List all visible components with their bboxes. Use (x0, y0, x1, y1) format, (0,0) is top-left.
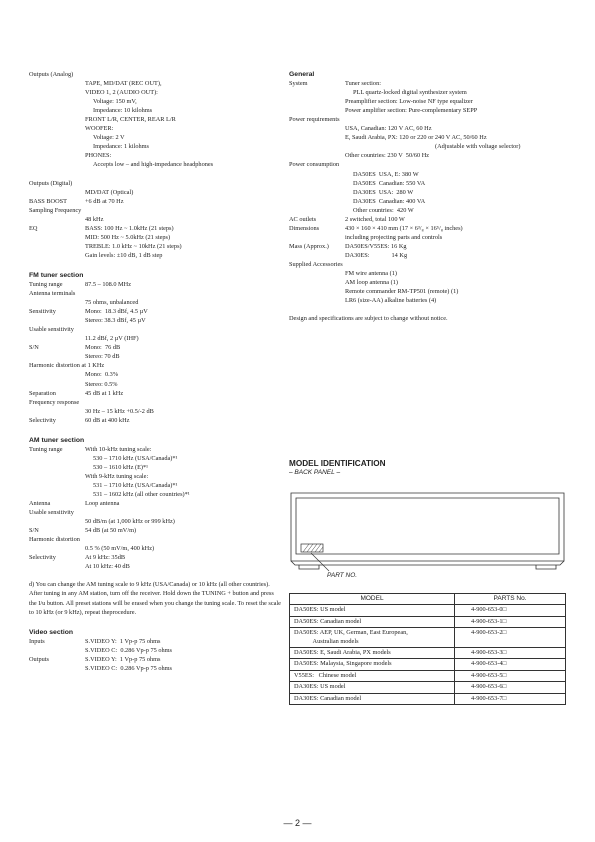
spec-line (289, 197, 579, 206)
model-cell: DA30ES: US model (290, 682, 455, 693)
spec-label: Sampling Frequency (29, 206, 82, 214)
spec-value: Power amplifier section: Pure-complementary SEPP (345, 107, 478, 115)
spec-value: S.VIDEO Y: 1 Vp-p 75 ohms (85, 655, 161, 663)
spec-line (29, 151, 279, 160)
spec-value: PLL quartz-locked digital synthesizer system (353, 89, 467, 97)
model-cell: DA50ES: US model (290, 605, 455, 616)
spec-value: 30 Hz – 15 kHz +0.5/-2 dB (85, 407, 154, 415)
spec-line (29, 445, 279, 454)
spec-label: Power consumption (289, 161, 340, 169)
spec-label: Inputs (29, 637, 45, 645)
spec-line (29, 481, 279, 490)
spec-value: +6 dB at 70 Hz (85, 197, 124, 205)
spec-line (29, 398, 279, 407)
spec-value: With 9-kHz tuning scale: (85, 472, 149, 480)
spec-value: Mono: 18.3 dBf, 4.5 µV (85, 308, 148, 316)
spec-value: (Adjustable with voltage selector) (435, 143, 521, 151)
parts-table-row (290, 628, 566, 648)
spec-line (29, 325, 279, 334)
model-column-header: MODEL (290, 594, 455, 605)
page-number: — 2 — (283, 818, 312, 828)
spec-value: WOOFER: (85, 125, 114, 133)
model-cell: DA50ES: Canadian model (290, 616, 455, 627)
spec-line (289, 242, 579, 251)
spec-line (29, 562, 279, 571)
spec-value: AM loop antenna (1) (345, 279, 398, 287)
spec-line (29, 490, 279, 499)
general-section-title: General (289, 71, 315, 78)
spec-value: 2 switched, total 100 W (345, 215, 405, 223)
spec-value: DA30ES: 14 Kg (345, 251, 408, 259)
spec-line (289, 115, 579, 124)
part-number-cell: 4-900-653-3□ (455, 648, 566, 659)
spec-line (289, 188, 579, 197)
parts-table-row (290, 659, 566, 670)
spec-line (289, 88, 579, 97)
spec-line (289, 206, 579, 215)
spec-value: TAPE, MD/DAT (REC OUT), (85, 80, 162, 88)
spec-line (289, 296, 579, 305)
parts-table-row (290, 605, 566, 616)
spec-label: Tuning range (29, 445, 63, 453)
spec-label: Antenna (29, 500, 51, 508)
spec-line (29, 298, 279, 307)
model-identification-title: MODEL IDENTIFICATION (289, 459, 386, 468)
spec-label: Outputs (Analog) (29, 71, 74, 78)
spec-line (29, 142, 279, 151)
spec-line (29, 463, 279, 472)
spec-line (289, 151, 579, 160)
spec-value: Stereo: 0.5% (85, 380, 118, 388)
spec-line (289, 79, 579, 88)
spec-value: 11.2 dBf, 2 µV (IHF) (85, 335, 139, 343)
spec-line (289, 215, 579, 224)
spec-value: MID: 500 Hz ~ 5.0kHz (21 steps) (85, 233, 171, 241)
spec-label: BASS BOOST (29, 197, 67, 205)
spec-value: including projecting parts and controls (345, 233, 443, 241)
spec-line (29, 97, 279, 106)
model-cell: DA50ES: E, Saudi Arabia, PX models (290, 648, 455, 659)
spec-value: 87.5 – 108.0 MHz (85, 280, 131, 288)
part-number-cell: 4-900-653-5□ (455, 670, 566, 681)
parts-table-row (290, 648, 566, 659)
spec-value: MD/DAT (Optical) (85, 188, 134, 196)
spec-line (29, 160, 279, 169)
spec-label: Outputs (29, 655, 49, 663)
spec-line (29, 233, 279, 242)
spec-value: Gain levels: ±10 dB, 1 dB step (85, 251, 163, 259)
spec-value: 430 × 160 × 410 mm (17 × 6³/₈ × 16⁵/₈ inches) (345, 224, 463, 232)
am-section-block (29, 445, 279, 572)
spec-value: 48 kHz (85, 215, 104, 223)
spec-line (29, 179, 279, 188)
spec-line (29, 416, 279, 425)
spec-value: Other countries: 230 V 50/60 Hz (345, 152, 430, 160)
spec-line (29, 307, 279, 316)
spec-label: Outputs (Digital) (29, 179, 73, 187)
spec-line (289, 233, 579, 242)
spec-line (29, 79, 279, 88)
parts-table-row (290, 693, 566, 704)
spec-value: Mono: 76 dB (85, 344, 121, 352)
spec-line (289, 142, 579, 151)
spec-value: DA50ES/V55ES: 16 Kg (345, 242, 407, 250)
spec-label: System (289, 80, 308, 88)
spec-line (29, 544, 279, 553)
spec-value: Impedance: 1 kilohms (93, 143, 149, 151)
spec-line (289, 251, 579, 260)
spec-line (29, 553, 279, 562)
spec-line (289, 170, 579, 179)
model-cell: V55ES: Chinese model (290, 670, 455, 681)
spec-label: S/N (29, 527, 39, 535)
spec-value: Mono: 0.3% (85, 371, 119, 379)
spec-value: DA50ES USA, E: 380 W (353, 170, 419, 178)
right-column (289, 70, 579, 323)
spec-line (29, 215, 279, 224)
am-section-title: AM tuner section (29, 436, 85, 444)
spec-line (29, 188, 279, 197)
spec-value: PHONES: (85, 152, 112, 160)
video-section-title: Video section (29, 628, 74, 636)
spec-line (29, 316, 279, 325)
spec-value: DA30ES USA: 280 W (353, 188, 414, 196)
parts-table-row (290, 616, 566, 627)
spec-line (29, 334, 279, 343)
spec-line (29, 124, 279, 133)
model-identification-heading (289, 459, 386, 476)
spec-value: BASS: 100 Hz ~ 1.0kHz (21 steps) (85, 224, 174, 232)
spec-line (289, 260, 579, 269)
spec-value: 75 ohms, unbalanced (85, 299, 139, 307)
spec-value: 531 – 1710 kHz (USA/Canada)*¹ (93, 481, 178, 489)
spec-line (289, 278, 579, 287)
spec-line (29, 508, 279, 517)
spec-line (29, 70, 279, 79)
am-tuning-note: d) You can change the AM tuning scale to 9 kHz (USA/Canada) or 10 kHz (all other countries). After tuning in any AM station, turn off the receiver. Hold down the TUNING + button and press the I/u button. All preset stations will be erased when you change the tuning scale. To reset the scale to 10 kHz (or 9 kHz), repeat theprocedure. (29, 581, 281, 616)
parts-table-row (290, 670, 566, 681)
spec-line (29, 655, 279, 664)
spec-label: Usable sensitivity (29, 509, 74, 517)
part-number-cell: 4-900-653-6□ (455, 682, 566, 693)
spec-line (29, 517, 279, 526)
spec-label: Antenna terminals (29, 290, 76, 298)
general-section-block (289, 79, 579, 305)
part-number-label-area (301, 544, 323, 552)
spec-label: Sensitivity (29, 308, 56, 316)
spec-line (29, 535, 279, 544)
spec-label: AC outlets (289, 215, 317, 223)
spec-value: 530 – 1610 kHz (E)*¹ (93, 463, 149, 471)
spec-line (29, 251, 279, 260)
fm-section-block (29, 280, 279, 425)
spec-label: Usable sensitivity (29, 326, 74, 334)
spec-value: Stereo: 70 dB (85, 353, 120, 361)
spec-value: At 10 kHz: 40 dB (85, 563, 130, 571)
spec-label: Frequency response (29, 398, 80, 406)
part-number-cell: 4-900-653-1□ (455, 616, 566, 627)
spec-value: S.VIDEO Y: 1 Vp-p 75 ohms (85, 637, 161, 645)
spec-value: Loop antenna (85, 500, 120, 508)
spec-label: S/N (29, 344, 39, 352)
spec-label: Dimensions (289, 224, 320, 232)
spec-value: FM wire antenna (1) (345, 270, 397, 278)
spec-label: Harmonic distortion (29, 536, 80, 544)
spec-value: Tuner section: (345, 80, 381, 88)
spec-label: EQ (29, 224, 38, 232)
spec-line (29, 352, 279, 361)
back-panel-diagram (289, 491, 566, 573)
spec-line (29, 242, 279, 251)
spec-value: 530 – 1710 kHz (USA/Canada)*¹ (93, 454, 178, 462)
spec-line (29, 361, 279, 370)
spec-value: VIDEO 1, 2 (AUDIO OUT): (85, 89, 158, 97)
spec-label: Power requirements (289, 116, 340, 124)
spec-value: At 9 kHz: 35dB (85, 554, 126, 562)
spec-line (29, 454, 279, 463)
spec-line (29, 106, 279, 115)
spec-line (289, 224, 579, 233)
spec-label: Separation (29, 389, 56, 397)
spec-line (29, 115, 279, 124)
disclaimer-text: Design and specifications are subject to change without notice. (289, 315, 448, 323)
spec-line (29, 380, 279, 389)
spec-value: Voltage: 150 mV, (93, 98, 137, 106)
spec-value: E, Saudi Arabia, PX: 120 or 220 or 240 V AC, 50/60 Hz (345, 134, 487, 142)
spec-line (289, 160, 579, 169)
spec-value: Other countries: 420 W (353, 206, 414, 214)
spec-line (29, 197, 279, 206)
part-number-cell: 4-900-653-2□ (455, 628, 566, 648)
spec-line (289, 106, 579, 115)
spec-value: Accepts low – and high-impedance headphones (93, 161, 214, 169)
spec-line (289, 179, 579, 188)
part-number-cell: 4-900-653-4□ (455, 659, 566, 670)
spec-value: Voltage: 2 V (93, 134, 125, 142)
spec-line (29, 389, 279, 398)
spec-line (289, 97, 579, 106)
spec-line (289, 287, 579, 296)
part-number-cell: 4-900-653-7□ (455, 693, 566, 704)
spec-label: Selectivity (29, 416, 56, 424)
spec-line (29, 370, 279, 379)
spec-line (29, 88, 279, 97)
spec-value: DA50ES Canadian: 550 VA (353, 179, 426, 187)
spec-line (29, 499, 279, 508)
spec-label: Mass (Approx.) (289, 242, 329, 250)
left-column (29, 70, 279, 673)
spec-line (29, 206, 279, 215)
parts-table-row (290, 682, 566, 693)
spec-line (29, 289, 279, 298)
spec-line (29, 526, 279, 535)
spec-value: S.VIDEO C: 0.286 Vp-p 75 ohms (85, 646, 172, 654)
spec-value: 0.5 % (50 mV/m, 400 kHz) (85, 545, 155, 553)
spec-value: With 10-kHz tuning scale: (85, 445, 152, 453)
spec-line (289, 133, 579, 142)
spec-value: 50 dB/m (at 1,000 kHz or 999 kHz) (85, 518, 175, 526)
spec-value: Remote commander RM-TP501 (remote) (1) (345, 288, 459, 296)
spec-line (29, 472, 279, 481)
spec-value: DA30ES Canadian: 400 VA (353, 197, 426, 205)
spec-value: FRONT L/R, CENTER, REAR L/R (85, 116, 176, 124)
spec-value: 54 dB (at 50 mV/m) (85, 527, 137, 535)
spec-value: LR6 (size-AA) alkaline batteries (4) (345, 297, 437, 305)
spec-line (29, 646, 279, 655)
spec-value: Preamplifier section: Low-noise NF type equalizer (345, 98, 473, 106)
spec-line (29, 280, 279, 289)
video-section-block (29, 637, 279, 673)
spec-line (29, 224, 279, 233)
spec-line (29, 664, 279, 673)
outputs-digital-block (29, 179, 279, 260)
spec-label: Harmonic distortion at 1 KHz (29, 362, 105, 370)
spec-line (29, 343, 279, 352)
spec-label: Selectivity (29, 554, 56, 562)
spec-label: Tuning range (29, 280, 63, 288)
spec-label: Supplied Accessories (289, 260, 343, 268)
spec-line (29, 637, 279, 646)
spec-value: TREBLE: 1.0 kHz ~ 10kHz (21 steps) (85, 242, 182, 250)
model-cell: DA50ES: Malaysia, Singapore models (290, 659, 455, 670)
part-no-callout: PART NO. (327, 572, 358, 579)
spec-line (289, 124, 579, 133)
outputs-analog-block (29, 70, 279, 170)
parts-no-column-header: PARTS No. (455, 594, 566, 605)
spec-value: Stereo: 38.3 dBf, 45 µV (85, 317, 146, 325)
parts-table (289, 593, 566, 705)
spec-line (29, 133, 279, 142)
spec-value: Impedance: 10 kilohms (93, 107, 153, 115)
parts-table-header (290, 594, 566, 605)
spec-line (289, 269, 579, 278)
model-cell: DA50ES: AEP, UK, German, East European, Australian models (290, 628, 455, 648)
spec-value: 60 dB at 400 kHz (85, 416, 130, 424)
spec-value: 45 dB at 1 kHz (85, 389, 124, 397)
back-panel-subtitle: – BACK PANEL – (289, 469, 341, 476)
model-cell: DA30ES: Canadian model (290, 693, 455, 704)
part-number-cell: 4-900-653-0□ (455, 605, 566, 616)
spec-value: S.VIDEO C: 0.286 Vp-p 75 ohms (85, 664, 172, 672)
fm-section-title: FM tuner section (29, 271, 84, 279)
spec-line (29, 407, 279, 416)
spec-value: USA, Canadian: 120 V AC, 60 Hz (345, 125, 432, 133)
spec-value: 531 – 1602 kHz (all other countries)*¹ (93, 491, 190, 499)
